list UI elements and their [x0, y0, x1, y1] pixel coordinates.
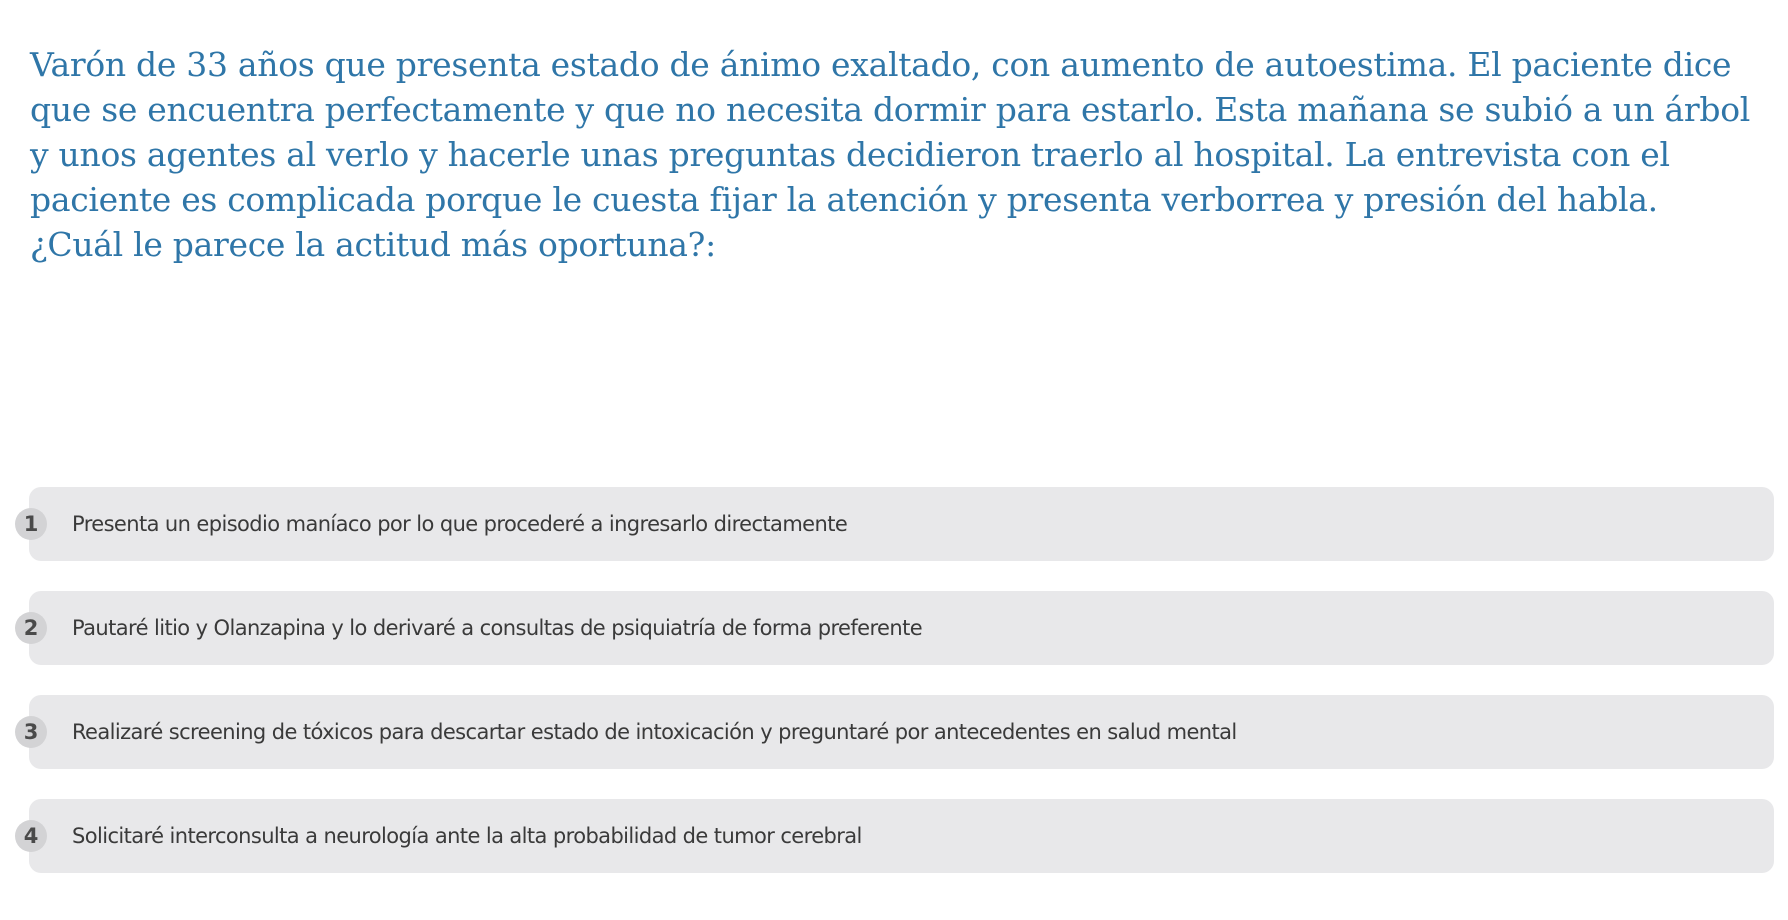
question-text: Varón de 33 años que presenta estado de ánimo exaltado, con aumento de autoestima. El paciente dice que se encuentra perfectamente y que no necesita dormir para estarlo. Esta mañana se subió a un árbol y unos agentes al verlo y hacerle unas preguntas decidieron traerlo al hospital. La entrevista con el paciente es complicada porque le cuesta fijar la atención y presenta verborrea y presión del habla. ¿Cuál le parece la actitud más oportuna?: — [30, 45, 1751, 264]
option-label: Pautaré litio y Olanzapina y lo derivaré a consultas de psiquiatría de forma preferente — [72, 616, 923, 640]
option-number-badge: 3 — [15, 716, 47, 748]
answer-option-2[interactable] — [23, 591, 1774, 665]
option-label: Realizaré screening de tóxicos para descartar estado de intoxicación y preguntaré por antecedentes en salud mental — [72, 720, 1237, 744]
option-label: Presenta un episodio maníaco por lo que procederé a ingresarlo directamente — [72, 512, 848, 536]
answer-option-1[interactable] — [23, 487, 1774, 561]
answer-option-3[interactable] — [23, 695, 1774, 769]
option-number-badge: 4 — [15, 820, 47, 852]
option-number-badge: 2 — [15, 612, 47, 644]
answer-option-4[interactable] — [23, 799, 1774, 873]
option-label: Solicitaré interconsulta a neurología ante la alta probabilidad de tumor cerebral — [72, 824, 862, 848]
option-number-badge: 1 — [15, 508, 47, 540]
